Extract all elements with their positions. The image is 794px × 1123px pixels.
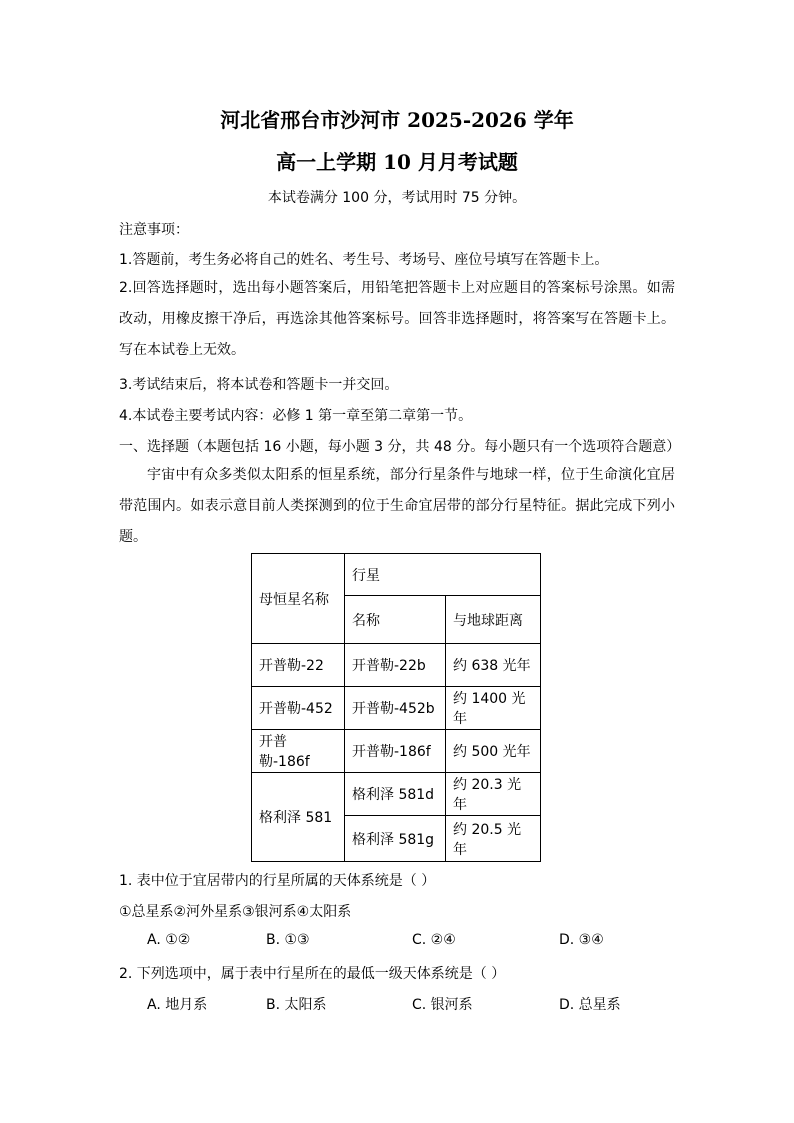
- table-cell-star: 开普勒-22: [252, 644, 345, 687]
- table-header-star: 母恒星名称: [252, 554, 345, 644]
- table-header-row: [252, 554, 541, 596]
- table-cell-distance: 约 638 光年: [446, 644, 541, 687]
- note-item-4: 4.本试卷主要考试内容：必修 1 第一章至第二章第一节。: [119, 408, 473, 424]
- question-2-option-b: B. 太阳系: [266, 997, 327, 1013]
- question-1-option-b: B. ①③: [266, 932, 310, 948]
- exam-subtitle: 本试卷满分 100 分，考试用时 75 分钟。: [267, 190, 527, 206]
- question-1-option-a: A. ①②: [147, 932, 191, 948]
- table-cell-star: 开普勒-186f: [252, 730, 345, 773]
- table-header-distance: 与地球距离: [446, 596, 541, 644]
- table-cell-distance: 约 500 光年: [446, 730, 541, 773]
- note-item-3: 3.考试结束后，将本试卷和答题卡一并交回。: [119, 377, 399, 393]
- table-cell-planet: 开普勒-452b: [345, 687, 446, 730]
- question-1-option-c: C. ②④: [412, 932, 456, 948]
- question-2-stem: 2. 下列选项中，属于表中行星所在的最低一级天体系统是（ ）: [119, 966, 506, 982]
- planet-table: [251, 553, 541, 862]
- table-cell-planet: 格利泽 581g: [345, 816, 446, 862]
- question-1-stem: 1. 表中位于宜居带内的行星所属的天体系统是（ ）: [119, 873, 436, 889]
- question-2-option-c: C. 银河系: [412, 997, 473, 1013]
- table-cell-star: 开普勒-452: [252, 687, 345, 730]
- exam-title-line2: 高一上学期 10 月月考试题: [276, 150, 518, 174]
- table-row: [252, 644, 541, 687]
- table-header-planet-group: 行星: [345, 554, 541, 596]
- table-cell-distance: 约 1400 光年: [446, 687, 541, 730]
- question-2-option-d: D. 总星系: [559, 997, 621, 1013]
- table-cell-distance: 约 20.3 光年: [446, 773, 541, 816]
- note-item-1: 1.答题前，考生务必将自己的姓名、考生号、考场号、座位号填写在答题卡上。: [119, 252, 609, 268]
- exam-title-line1: 河北省邢台市沙河市 2025-2026 学年: [220, 108, 574, 132]
- table-cell-star: 格利泽 581: [252, 773, 345, 862]
- notes-heading: 注意事项：: [119, 222, 189, 238]
- table-row: [252, 773, 541, 816]
- table-cell-distance: 约 20.5 光年: [446, 816, 541, 862]
- section-intro: 宇宙中有众多类似太阳系的恒星系统，部分行星条件与地球一样，位于生命演化宜居带范围内。如表示意目前人类探测到的位于生命宜居带的部分行星特征。据此完成下列小题。: [119, 467, 675, 545]
- note-item-2: 2.回答选择题时，选出每小题答案后，用铅笔把答题卡上对应题目的答案标号涂黑。如需改动，用橡皮擦干净后，再选涂其他答案标号。回答非选择题时，将答案写在答题卡上。写在本试卷上无效。: [119, 280, 675, 358]
- table-cell-planet: 格利泽 581d: [345, 773, 446, 816]
- table-header-name: 名称: [345, 596, 446, 644]
- table-row: [252, 730, 541, 773]
- question-1-option-d: D. ③④: [559, 932, 604, 948]
- table-row: [252, 687, 541, 730]
- table-cell-planet: 开普勒-186f: [345, 730, 446, 773]
- section-heading: 一、选择题（本题包括 16 小题，每小题 3 分，共 48 分。每小题只有一个选项符合题意）: [119, 439, 681, 455]
- question-2-option-a: A. 地月系: [147, 997, 208, 1013]
- table-cell-planet: 开普勒-22b: [345, 644, 446, 687]
- question-1-sub: ①总星系②河外星系③银河系④太阳系: [119, 904, 352, 920]
